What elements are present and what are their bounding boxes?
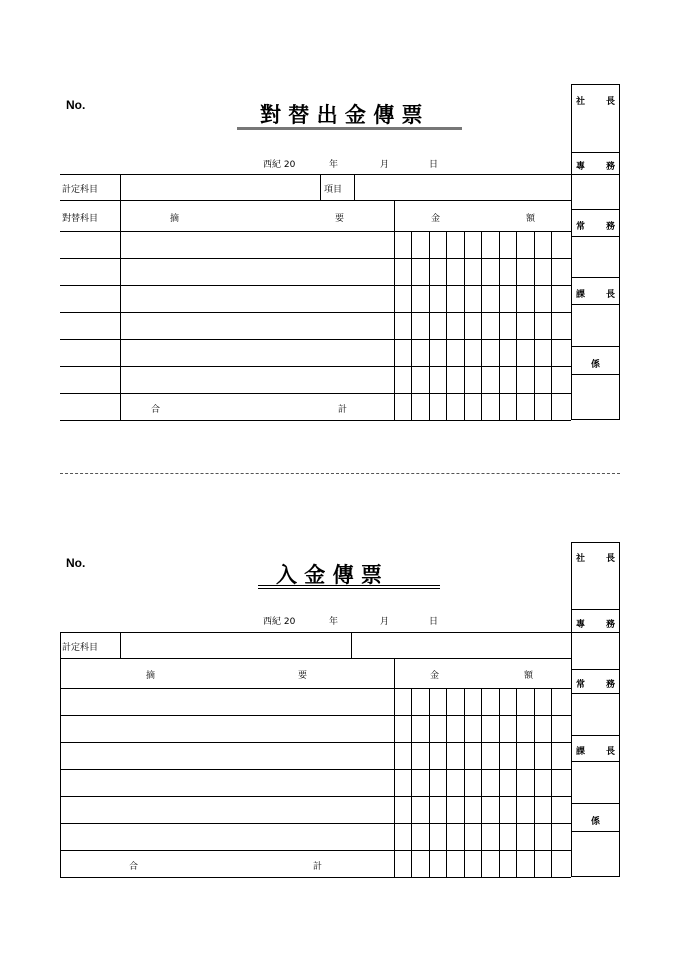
column-line: [394, 658, 395, 877]
approval-divider: [572, 735, 619, 736]
approval-section-chief-label: 課 長: [576, 290, 615, 300]
column-line: [120, 632, 121, 658]
digit-line: [551, 231, 552, 420]
title-underline: [237, 127, 462, 130]
table-line: [60, 715, 571, 716]
date-year-label: 年: [329, 160, 339, 170]
total-label-char: 合: [151, 405, 161, 415]
column-line: [320, 174, 321, 200]
date-month-label: 月: [380, 160, 390, 170]
digit-line: [499, 231, 500, 420]
summary-header-char: 摘: [170, 214, 180, 224]
table-border-bottom: [60, 420, 571, 421]
slip-number-label: No.: [66, 556, 86, 570]
digit-line: [534, 231, 535, 420]
total-label-char: 合: [129, 862, 139, 872]
table-line: [60, 366, 571, 367]
table-line: [60, 658, 571, 659]
table-line: [60, 200, 571, 201]
table-line: [60, 850, 571, 851]
digit-line: [429, 688, 430, 877]
digit-line: [551, 688, 552, 877]
date-year-label: 年: [329, 617, 339, 627]
digit-line: [499, 688, 500, 877]
approval-box: [571, 542, 620, 877]
approval-divider: [572, 346, 619, 347]
approval-divider: [572, 609, 619, 610]
approval-divider: [572, 236, 619, 237]
column-line: [394, 200, 395, 420]
table-line: [60, 742, 571, 743]
approval-divider: [572, 761, 619, 762]
column-line: [351, 632, 352, 658]
account-label: 計定科目: [62, 643, 99, 653]
approval-president-label: 社 長: [576, 554, 615, 564]
approval-divider: [572, 632, 619, 633]
digit-line: [464, 688, 465, 877]
table-line: [60, 339, 571, 340]
item-label: 項目: [324, 185, 343, 195]
approval-senior-director-label: 專 務: [576, 620, 615, 630]
table-line: [60, 312, 571, 313]
approval-clerk-label: 係: [590, 817, 600, 827]
approval-divider: [572, 831, 619, 832]
date-day-label: 日: [429, 160, 439, 170]
digit-line: [516, 231, 517, 420]
table-line: [60, 823, 571, 824]
approval-divider: [572, 669, 619, 670]
date-era: 西紀 20: [263, 160, 296, 170]
table-line: [60, 258, 571, 259]
cut-line: [60, 473, 620, 474]
total-label-char: 計: [338, 405, 348, 415]
table-border-left: [60, 632, 61, 877]
digit-line: [446, 231, 447, 420]
digit-line: [534, 688, 535, 877]
table-line: [60, 393, 571, 394]
table-line: [60, 231, 571, 232]
table-line: [60, 769, 571, 770]
table-line: [60, 796, 571, 797]
approval-divider: [572, 374, 619, 375]
date-era: 西紀 20: [263, 617, 296, 627]
approval-divider: [572, 209, 619, 210]
approval-president-label: 社 長: [576, 97, 615, 107]
table-border-top: [60, 174, 571, 175]
approval-divider: [572, 152, 619, 153]
approval-divider: [572, 304, 619, 305]
approval-divider: [572, 174, 619, 175]
slip-number-label: No.: [66, 98, 86, 112]
approval-divider: [572, 803, 619, 804]
table-border-top: [60, 632, 571, 633]
digit-line: [464, 231, 465, 420]
approval-divider: [572, 277, 619, 278]
column-line: [120, 174, 121, 420]
digit-line: [411, 688, 412, 877]
title-underline: [258, 585, 440, 586]
table-border-bottom: [60, 877, 571, 878]
digit-line: [446, 688, 447, 877]
amount-header-char: 金: [431, 214, 441, 224]
approval-box: [571, 84, 620, 420]
summary-header-char: 摘: [146, 671, 156, 681]
approval-section-chief-label: 課 長: [576, 747, 615, 757]
amount-header-char: 額: [524, 671, 534, 681]
approval-managing-director-label: 常 務: [576, 680, 615, 690]
digit-line: [516, 688, 517, 877]
title-underline: [258, 588, 440, 589]
slip-title: 入 金 傳 票: [276, 562, 382, 587]
digit-line: [481, 231, 482, 420]
approval-senior-director-label: 專 務: [576, 162, 615, 172]
digit-line: [429, 231, 430, 420]
approval-clerk-label: 係: [590, 360, 600, 370]
digit-line: [481, 688, 482, 877]
approval-divider: [572, 693, 619, 694]
account-label: 計定科目: [62, 185, 99, 195]
date-day-label: 日: [429, 617, 439, 627]
date-month-label: 月: [380, 617, 390, 627]
approval-managing-director-label: 常 務: [576, 222, 615, 232]
table-line: [60, 688, 571, 689]
summary-header-char: 要: [335, 214, 345, 224]
digit-line: [411, 231, 412, 420]
column-line: [354, 174, 355, 200]
total-label-char: 計: [313, 862, 323, 872]
amount-header-char: 額: [526, 214, 536, 224]
amount-header-char: 金: [430, 671, 440, 681]
summary-header-char: 要: [298, 671, 308, 681]
table-line: [60, 285, 571, 286]
slip-title: 對 替 出 金 傳 票: [260, 102, 423, 127]
transfer-account-label: 對替科目: [62, 214, 99, 224]
